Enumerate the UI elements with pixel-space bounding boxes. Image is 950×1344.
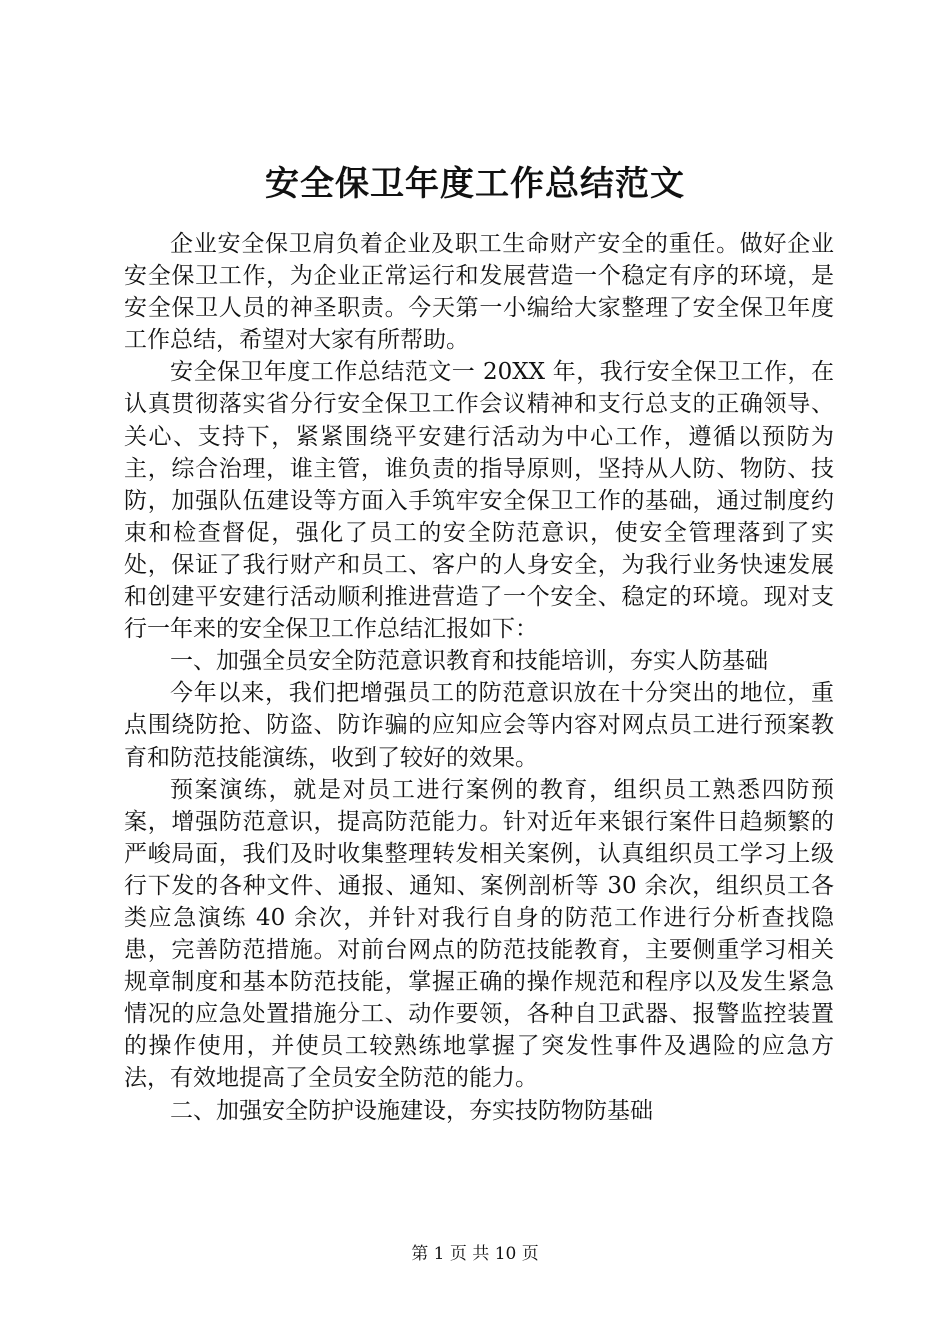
paragraph-summary-opening: 安全保卫年度工作总结范文一 20XX 年，我行安全保卫工作，在认真贯彻落实省分行安全保卫工作会议精神和支行总支的正确领导、关心、支持下，紧紧围绕平安建行活动为中心工作，遵循以预防为主，综合治理，谁主管，谁负责的指导原则，坚持从人防、物防、技防，加强队伍建设等方面入手筑牢安全保卫工作的基础，通过制度约束和检查督促，强化了员工的安全防范意识，使安全管理落到了实处，保证了我行财产和员工、客户的人身安全，为我行业务快速发展和创建平安建行活动顺利推进营造了一个安全、稳定的环境。现对支行一年来的安全保卫工作总结汇报如下： — [124, 359, 834, 643]
paragraph-intro: 企业安全保卫肩负着企业及职工生命财产安全的重任。做好企业安全保卫工作，为企业正常运行和发展营造一个稳定有序的环境，是安全保卫人员的神圣职责。今天第一小编给大家整理了安全保卫年度工作总结，希望对大家有所帮助。 — [124, 231, 834, 354]
paragraph-drills: 预案演练，就是对员工进行案例的教育，组织员工熟悉四防预案，增强防范意识，提高防范能力。针对近年来银行案件日趋频繁的严峻局面，我们及时收集整理转发相关案例，认真组织员工学习上级行下发的各种文件、通报、通知、案例剖析等 30 余次，组织员工各类应急演练 40 余次，并针对我行自身的防范工作进行分析查找隐患，完善防范措施。对前台网点的防范技能教育，主要侧重学习相关规章制度和基本防范技能，掌握正确的操作规范和程序以及发生紧急情况的应急处置措施分工、动作要领，各种自卫武器、报警监控装置的操作使用，并使员工较熟练地掌握了突发性事件及遇险的应急方法，有效地提高了全员安全防范的能力。 — [124, 776, 834, 1092]
page-number-footer: 第 1 页 共 10 页 — [411, 1244, 539, 1264]
paragraph-awareness: 今年以来，我们把增强员工的防范意识放在十分突出的地位，重点围绕防抢、防盗、防诈骗的应知应会等内容对网点员工进行预案教育和防范技能演练，收到了较好的效果。 — [124, 680, 834, 771]
document-body — [124, 228, 834, 1127]
section-heading-2: 二、加强安全防护设施建设，夯实技防物防基础 — [170, 1097, 653, 1124]
section-heading-1: 一、加强全员安全防范意识教育和技能培训，夯实人防基础 — [170, 648, 768, 675]
document-title: 安全保卫年度工作总结范文 — [265, 164, 685, 204]
